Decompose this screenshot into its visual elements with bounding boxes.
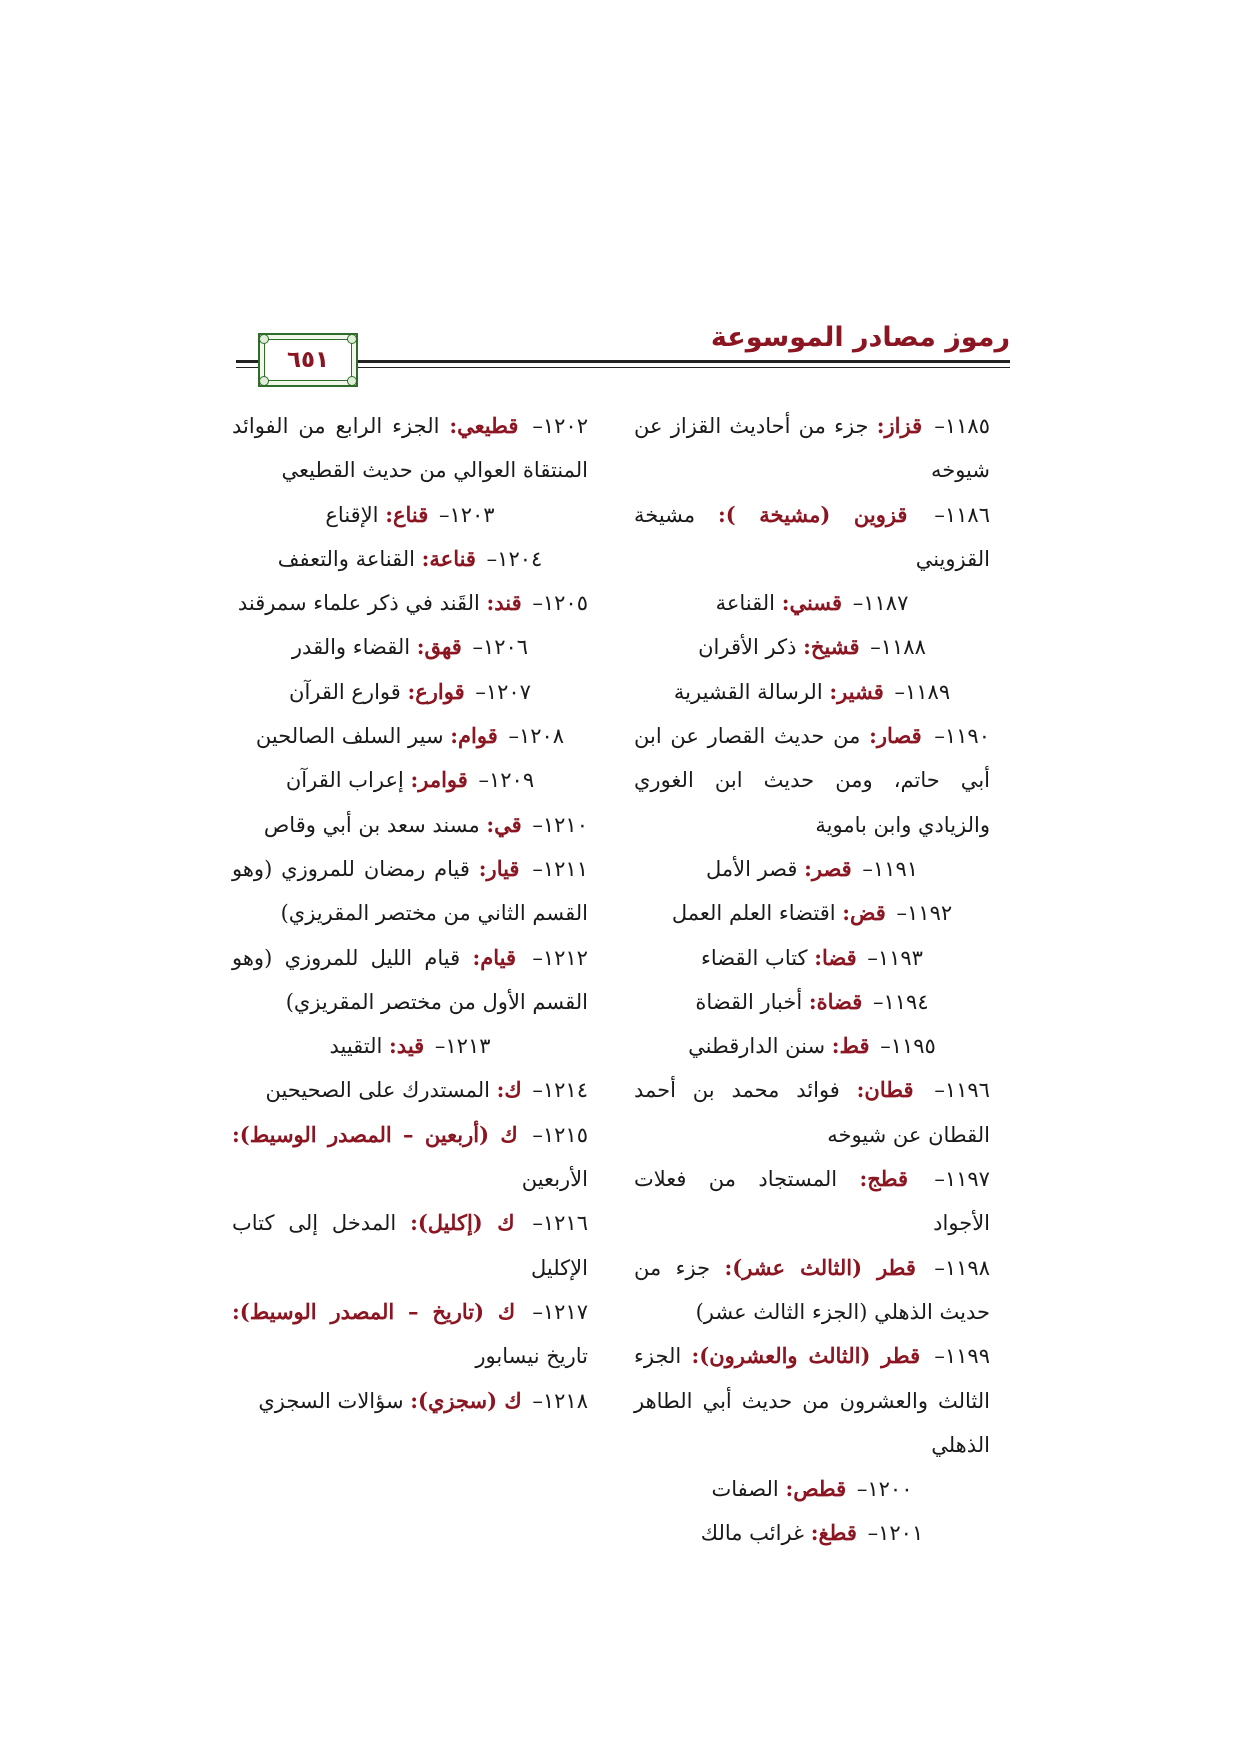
entry-dash: –	[508, 724, 519, 749]
entry-number: ١٢٠٥	[542, 591, 588, 616]
entry-number: ١٢١٤	[542, 1078, 588, 1103]
entry-number: ١١٩٤	[883, 989, 929, 1014]
entry-dash: –	[486, 546, 498, 571]
entry-dash: –	[934, 1167, 945, 1192]
entry-dash: –	[478, 768, 489, 793]
source-code: قط:	[831, 1033, 870, 1059]
source-title: غرائب مالك	[700, 1521, 805, 1546]
entry-number: ١٢١٦	[542, 1211, 588, 1236]
source-title: قصر الأمل	[705, 856, 798, 881]
source-code: ك:	[496, 1077, 522, 1103]
entry-dash: –	[896, 901, 908, 926]
source-code: قيد:	[389, 1033, 425, 1059]
source-title: تاريخ نيسابور	[475, 1344, 588, 1369]
source-code: قزاز:	[876, 413, 923, 438]
source-title: الصفات	[711, 1477, 779, 1502]
entry-dash: –	[475, 679, 486, 704]
entry-dash: –	[934, 1344, 945, 1369]
ornament-corner-icon	[259, 376, 269, 386]
source-title: قيام الليل للمروزي (وهو القسم الأول من مختصر المقريزي)	[232, 945, 588, 1014]
list-item	[634, 980, 990, 1024]
source-code: قسني:	[781, 590, 843, 616]
source-title: القضاء والقدر	[291, 635, 411, 660]
entry-number: ١١٨٩	[904, 679, 951, 704]
source-title: القناعة	[715, 591, 775, 616]
list-item	[232, 625, 588, 669]
entry-number: ١٢٠٦	[482, 635, 529, 660]
source-title: من حديث القصار عن ابن أبي حاتم، ومن حديث ابن الغوري والزيادي وابن باموية	[634, 724, 990, 837]
entry-dash: –	[532, 414, 543, 438]
source-title: مشيخة القزويني	[634, 502, 990, 571]
header-rule-thin	[358, 367, 1010, 368]
list-item	[232, 714, 588, 758]
list-item	[232, 936, 588, 1025]
entry-dash: –	[532, 1299, 543, 1324]
source-code: قشيخ:	[803, 634, 860, 660]
source-title: اقتضاء العلم العمل	[671, 901, 836, 926]
source-code: قطيعي:	[449, 413, 519, 438]
entry-number: ١١٩٥	[890, 1034, 936, 1059]
list-item	[232, 1379, 588, 1423]
right-column	[634, 404, 990, 1556]
source-title: جزء من حديث الذهلي (الجزء الثالث عشر)	[634, 1255, 990, 1324]
source-code: قناعة:	[421, 545, 476, 571]
source-code: قوامر:	[410, 767, 468, 793]
entry-number: ١١٩٢	[907, 901, 953, 926]
entry-dash: –	[532, 1388, 543, 1413]
source-title: كتاب القضاء	[701, 945, 808, 970]
entry-dash: –	[867, 945, 878, 970]
source-code: قزوين (مشيخة ):	[718, 501, 908, 527]
entry-number: ١٢٠٨	[518, 724, 565, 749]
entry-dash: –	[880, 1034, 891, 1059]
entry-number: ١١٨٨	[880, 635, 926, 660]
list-item	[232, 670, 588, 714]
source-title: سير السلف الصالحين	[255, 724, 444, 749]
source-code: قوام:	[450, 723, 498, 749]
running-title: رموز مصادر الموسوعة	[710, 322, 1010, 353]
source-title: القناعة والتعفف	[277, 546, 415, 571]
source-code: قضاة:	[808, 988, 863, 1014]
header-rule-thick	[358, 360, 1010, 363]
list-item	[634, 1157, 990, 1246]
entry-dash: –	[867, 1521, 879, 1546]
source-title: التقييد	[329, 1034, 383, 1059]
entry-dash: –	[862, 856, 873, 881]
source-code: ك (إكليل):	[410, 1210, 515, 1236]
entry-number: ١٢١٨	[542, 1388, 588, 1413]
ornament-corner-icon	[259, 334, 269, 344]
entry-dash: –	[472, 635, 483, 660]
list-item	[634, 847, 990, 891]
source-code: قطر (الثالث والعشرون):	[691, 1343, 921, 1369]
entry-number: ١١٨٧	[863, 591, 909, 616]
entry-number: ١٢٠٠	[867, 1477, 913, 1502]
entry-number: ١٢٠٤	[497, 546, 543, 571]
entry-dash: –	[856, 1477, 868, 1502]
source-code: قض:	[842, 900, 886, 926]
list-item	[634, 625, 990, 669]
list-item	[634, 1511, 990, 1555]
list-item	[232, 493, 588, 537]
source-title: قيام رمضان للمروزي (وهو القسم الثاني من مختصر المقريزي)	[232, 856, 588, 926]
source-code: قند:	[486, 590, 522, 616]
entry-number: ١١٨٥	[944, 414, 990, 438]
entry-number: ١٢٠١	[878, 1521, 924, 1546]
entry-dash: –	[532, 1211, 543, 1236]
source-code: قطغ:	[810, 1520, 857, 1546]
page-number: ٦٥١	[286, 347, 330, 373]
source-code: قناع:	[385, 501, 429, 527]
source-title: الرسالة القشيرية	[673, 679, 823, 704]
list-item	[634, 1024, 990, 1068]
source-code: ك (سجزي):	[410, 1387, 522, 1413]
list-item	[232, 803, 588, 847]
source-title: الإقناع	[325, 502, 379, 527]
source-title: مسند سعد بن أبي وقاص	[263, 812, 480, 837]
source-code: قصر:	[804, 855, 852, 881]
list-item	[232, 1113, 588, 1202]
source-code: قيار:	[478, 855, 520, 881]
entry-number: ١١٨٦	[944, 502, 990, 527]
source-code: قهق:	[416, 634, 462, 660]
list-item	[232, 404, 588, 493]
entry-dash: –	[934, 724, 945, 749]
list-item	[232, 537, 588, 581]
entry-number: ١١٩٦	[944, 1078, 990, 1103]
source-title: القَند في ذكر علماء سمرقند	[237, 591, 480, 616]
ornament-corner-icon	[347, 376, 357, 386]
entry-number: ١٢١٧	[542, 1299, 588, 1324]
page-number-box	[264, 339, 352, 381]
list-item	[232, 1024, 588, 1068]
source-code: قضا:	[814, 944, 857, 970]
source-code: قطان:	[856, 1077, 914, 1103]
entry-dash: –	[873, 989, 884, 1014]
entry-dash: –	[852, 591, 864, 616]
source-title: الجزء الثالث والعشرون من حديث أبي الطاهر الذهلي	[634, 1344, 990, 1457]
entry-dash: –	[438, 502, 450, 527]
list-item	[232, 1068, 588, 1112]
source-title: إعراب القرآن	[285, 768, 404, 793]
source-code: قوارع:	[407, 678, 465, 704]
source-code: قي:	[486, 811, 522, 837]
source-code: ك (تاريخ – المصدر الوسيط):	[232, 1298, 516, 1324]
ornament-corner-icon	[347, 334, 357, 344]
list-item	[232, 1201, 588, 1290]
list-item	[634, 1334, 990, 1467]
list-item	[634, 1068, 990, 1157]
entry-number: ١٢٠٧	[485, 679, 531, 704]
source-code: قيام:	[472, 944, 517, 970]
list-item	[634, 936, 990, 980]
entry-number: ١٢١٢	[542, 945, 588, 970]
entry-dash: –	[934, 1078, 945, 1103]
entry-number: ١١٩٨	[944, 1255, 990, 1280]
source-title: المدخل إلى كتاب الإكليل	[232, 1211, 588, 1280]
source-title: أخبار القضاة	[695, 989, 803, 1014]
source-title: سؤالات السجزي	[258, 1388, 404, 1413]
entry-dash: –	[934, 502, 945, 527]
list-item	[232, 758, 588, 802]
list-item	[634, 1467, 990, 1511]
source-title: الجزء الرابع من الفوائد المنتقاة العوالي من حديث القطيعي	[232, 414, 588, 483]
source-code: قطر (الثالث عشر):	[724, 1254, 916, 1280]
entry-number: ١٢١٠	[542, 812, 588, 837]
entry-number: ١٢٠٣	[449, 502, 495, 527]
entry-dash: –	[934, 1255, 945, 1280]
list-item	[634, 891, 990, 935]
entry-dash: –	[532, 856, 543, 881]
entry-number: ١١٩٠	[944, 724, 990, 749]
source-code: قصار:	[869, 723, 922, 749]
entry-number: ١٢١٣	[445, 1034, 491, 1059]
header-rule-left-thin	[236, 367, 258, 368]
list-item	[232, 847, 588, 936]
left-column	[232, 404, 588, 1423]
source-title: قوارع القرآن	[289, 679, 401, 704]
source-title: ذكر الأقران	[698, 635, 797, 660]
list-item	[634, 1246, 990, 1335]
entry-dash: –	[532, 812, 543, 837]
list-item	[634, 670, 990, 714]
entry-dash: –	[532, 1122, 543, 1147]
list-item	[634, 714, 990, 847]
entry-number: ١١٩٩	[944, 1344, 990, 1369]
entry-number: ١١٩٧	[944, 1167, 990, 1192]
entry-number: ١١٩٣	[877, 945, 923, 970]
source-title: فوائد محمد بن أحمد القطان عن شيوخه	[634, 1078, 990, 1147]
page-number-frame	[258, 333, 358, 387]
source-title: جزء من أحاديث القزاز عن شيوخه	[634, 414, 990, 483]
source-title: سنن الدارقطني	[688, 1034, 826, 1059]
entry-dash: –	[532, 1078, 543, 1103]
source-code: ك (أربعين – المصدر الوسيط):	[232, 1121, 518, 1147]
entry-number: ١٢١١	[542, 856, 588, 881]
entry-dash: –	[870, 635, 881, 660]
list-item	[634, 581, 990, 625]
header-rule-left-thick	[236, 360, 258, 363]
source-title: المستجاد من فعلات الأجواد	[634, 1167, 990, 1236]
list-item	[232, 1290, 588, 1379]
entry-number: ١١٩١	[872, 856, 919, 881]
entry-number: ١٢٠٩	[489, 768, 535, 793]
entry-dash: –	[532, 945, 543, 970]
list-item	[634, 404, 990, 493]
entry-dash: –	[934, 414, 945, 438]
source-title: الأربعين	[521, 1167, 588, 1192]
entry-number: ١٢١٥	[542, 1122, 588, 1147]
entry-dash: –	[434, 1034, 446, 1059]
list-item	[634, 493, 990, 582]
entry-dash: –	[532, 591, 543, 616]
list-item	[232, 581, 588, 625]
entry-dash: –	[894, 679, 905, 704]
page-header	[236, 318, 1010, 390]
source-title: المستدرك على الصحيحين	[265, 1078, 490, 1103]
source-code: قطص:	[785, 1476, 847, 1502]
source-code: قشير:	[829, 678, 884, 704]
entry-number: ١٢٠٢	[542, 414, 588, 438]
source-code: قطج:	[859, 1166, 909, 1192]
